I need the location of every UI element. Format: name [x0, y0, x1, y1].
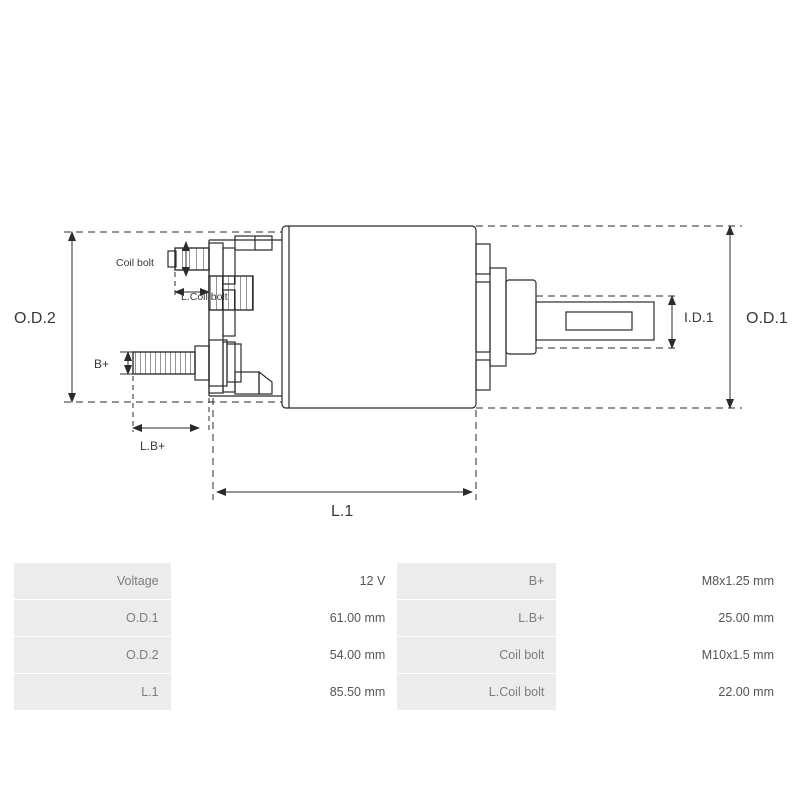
label-l-b-plus: L.B+	[140, 439, 166, 453]
label-b-plus: B+	[94, 357, 110, 371]
spec-label: O.D.1	[14, 600, 171, 637]
label-od2: O.D.2	[14, 310, 56, 327]
label-l-coil-bolt: L.Coil bolt	[181, 291, 228, 303]
table-row	[14, 637, 786, 674]
specification-table	[14, 562, 786, 711]
table-row	[14, 674, 786, 711]
spec-label: L.1	[14, 674, 171, 711]
spec-value: M10x1.5 mm	[556, 637, 786, 674]
spec-label: B+	[397, 563, 556, 600]
label-l1: L.1	[331, 503, 354, 520]
spec-value: 12 V	[171, 563, 398, 600]
spec-label: L.Coil bolt	[397, 674, 556, 711]
label-coil-bolt: Coil bolt	[116, 257, 154, 269]
label-od1: O.D.1	[746, 310, 788, 327]
label-id1: I.D.1	[684, 309, 714, 325]
spec-label: Voltage	[14, 563, 171, 600]
spec-value: 22.00 mm	[556, 674, 786, 711]
spec-label: L.B+	[397, 600, 556, 637]
table-row	[14, 600, 786, 637]
spec-value: M8x1.25 mm	[556, 563, 786, 600]
spec-value: 54.00 mm	[171, 637, 398, 674]
spec-label: O.D.2	[14, 637, 171, 674]
spec-value: 85.50 mm	[171, 674, 398, 711]
table-row	[14, 563, 786, 600]
spec-label: Coil bolt	[397, 637, 556, 674]
spec-value: 61.00 mm	[171, 600, 398, 637]
spec-value: 25.00 mm	[556, 600, 786, 637]
